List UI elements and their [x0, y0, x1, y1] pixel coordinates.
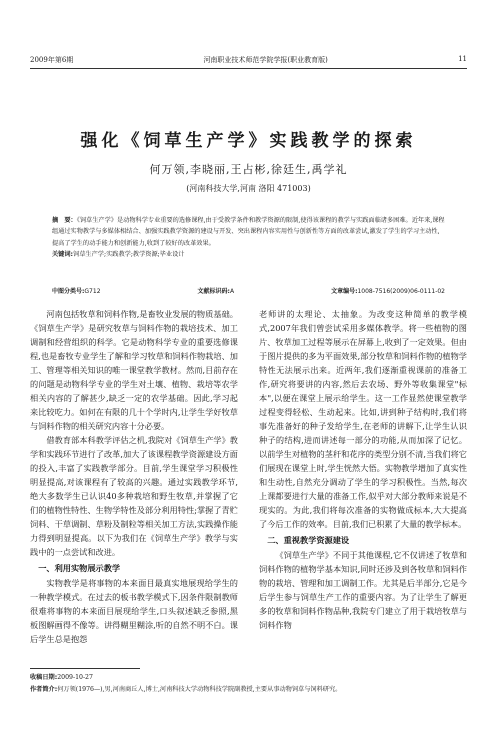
author-bio: 作者简介:何万领(1976—),男,河南商丘人,博士,河南科技大学动物科技学院副教授,主要从事动物饲草与饲料研究。: [30, 686, 342, 693]
body-column-right: [259, 307, 467, 632]
footnote: [30, 672, 467, 696]
article-number: 文章编号:1008-7516(2009)06-0111-02: [331, 288, 445, 295]
document-code: 文献标识码:A: [197, 288, 235, 295]
abstract-block: [52, 215, 445, 260]
abstract-label: 摘 要：: [52, 217, 77, 224]
article-title: 强化《饲草生产学》实践教学的探索: [80, 131, 417, 151]
journal-issue: 2009年第6期: [30, 56, 74, 64]
body-paragraph: 河南包括牧草和饲料作物,是畜牧业发展的物质基础。《饲草生产学》是研究牧草与饲料作物的栽培技术、加工调制和经营组织的科学。它是动物科学专业的重要选修课程,也是畜牧专业学生了解和学习牧草和饲料作物栽培、加工、管理等相关知识的唯一课堂教学教材。然而,目前存在的问题是动物科学专业的学生对土壤、植物、栽培等农学相关内容的了解甚少,缺乏一定的农学基础。因此,学习起来比较吃力。如何在有限的几十个学时内,让学生学好牧草与饲料作物的相关研究内容十分必要。: [30, 309, 238, 431]
abstract-text: 《饲草生产学》是动物科学专业重要的选修课程,由于受教学条件和教学资源的限制,使得该课程的教学与实践面临诸多困难。近年来,课程组通过实物教学与多媒体相结合、加强实践教学资源的建设与开发、突出课程内容实用性与创新性等方面的改革尝试,激发了学生的学习主动性,提高了学生的动手能力和创新能力,收到了较好的改革效果。: [52, 217, 445, 247]
running-head: [30, 55, 467, 69]
author-list: 何万领,李晓丽,王占彬,徐廷生,禹学礼: [149, 163, 348, 176]
section-heading: 一、利用实物展示教学: [38, 563, 121, 573]
keywords-label: 关键词:: [52, 250, 74, 258]
body-paragraph: 老师讲的太理论、太抽象。为改变这种简单的教学模式,2007年我们曾尝试采用多媒体教学。将一些植物的图片、牧草加工过程等展示在屏幕上,收到了一定效果。但由于图片提供的多为平面效果,部分牧草和饲料作物的植物学特性无法展示出来。近两年,我们逐渐重视课前的准备工作,研究将要讲的内容,然后去农场、野外等收集课堂"标本",以便在课堂上展示给学生。这一工作显然使课堂教学过程变得轻松、生动起来。比如,讲到种子结构时,我们将事先准备好的种子发给学生,在老师的讲解下,让学生认识种子的结构,进而讲述每一部分的功能,从而加深了记忆。以前学生对植物的茎秆和花序的类型分别不清,当我们将它们展现在课堂上时,学生恍然大悟。实物教学增加了真实性和生动性,自然充分调动了学生的学习积极性。当然,每次上课都要进行大量的准备工作,似乎对大部分教师来说是不现实的。为此,我们将每次准备的实物做成标本,大大提高了今后工作的效率。目前,我们已积累了大量的教学标本。: [259, 309, 467, 529]
body-paragraph: 实物教学是将事物的本来面目最真实地展现给学生的一种教学模式。在过去的板书教学模式下,因条件限制教师很难将事物的本来面目展现给学生,口头叙述缺乏参照,黑板图解画得不像等。讲得糊里糊涂,听的自然不明不白。课后学生总是抱怨: [30, 578, 238, 644]
classification-line: [52, 286, 445, 295]
body-column-left: [30, 307, 238, 646]
page-number: 11: [458, 55, 467, 63]
abstract: [52, 215, 445, 249]
affiliation: (河南科技大学,河南 洛阳 471003): [186, 184, 311, 193]
clc-number: 中图分类号:G712: [52, 288, 101, 295]
keywords: [52, 249, 445, 260]
received-date: 收稿日期:2009-10-27: [30, 674, 93, 681]
section-heading: 二、重视教学资源建设: [267, 535, 350, 545]
keywords-text: 饲草生产学;实践教学;教学资源;毕业设计: [73, 250, 185, 258]
body-paragraph: 《饲草生产学》不同于其他课程,它不仅讲述了牧草和饲料作物的植物学基本知识,同时还涉及到各牧草和饲料作物的栽培、管理和加工调制工作。尤其是后半部分,它是今后学生参与饲草生产工作的重要内容。为了让学生了解更多的牧草和饲料作物品种,我院专门建立了用于栽培牧草与饲料作物: [259, 550, 467, 630]
journal-name: 河南职业技术师范学院学报(职业教育版): [203, 56, 328, 64]
footnote-divider: [30, 668, 140, 669]
body-paragraph: 借教育部本科教学评估之机,我院对《饲草生产学》教学和实践环节进行了改革,加大了该课程教学资源建设方面的投入,丰富了实践教学部分。目前,学生课堂学习积极性明显提高,对该课程有了较高的兴趣。通过实践教学环节,绝大多数学生已认识40多种栽培和野生牧草,并掌握了它们的植物性特性、生物学特性及部分利用特性;掌握了青贮饲料、干草调制、草粉及制粒等相关加工方法,实践操作能力得到明显提高。以下为我们在《饲草生产学》教学与实践中的一点尝试和改进。: [30, 435, 238, 557]
